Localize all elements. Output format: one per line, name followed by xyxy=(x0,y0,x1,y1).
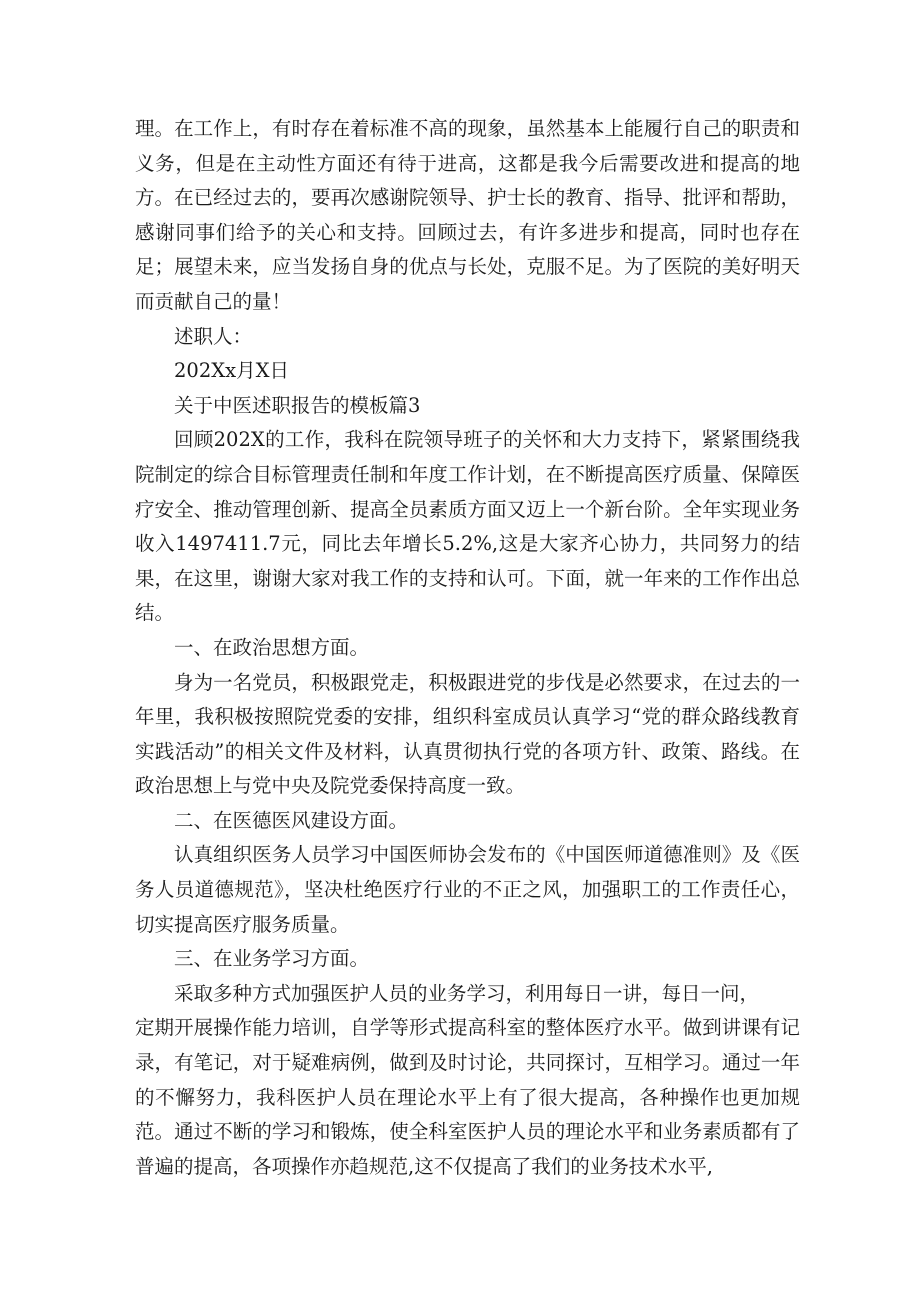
heading-political: 一、在政治思想方面。 xyxy=(174,635,370,659)
heading-study: 三、在业务学习方面。 xyxy=(174,947,370,971)
paragraph-review: 回顾202X的工作，我科在院领导班子的关怀和大力支持下，紧紧围绕我院制定的综合目标管理责任制和年度工作计划，在不断提高医疗质量、保障医疗安全、推动管理创新、提高全员素质方面又迈上一个新台阶。全年实现业务收入1497411.7元，同比去年增长5.2%,这是大家齐心协力，共同努力的结果，在这里，谢谢大家对我工作的支持和认可。下面，就一年来的工作作出总结。 xyxy=(135,428,800,625)
paragraph-study-intro: 采取多种方式加强医护人员的业务学习，利用每日一讲，每日一问， xyxy=(174,981,760,1005)
paragraph-study-body: 定期开展操作能力培训，自学等形式提高科室的整体医疗水平。做到讲课有记录，有笔记，对于疑难病例，做到及时讨论，共同探讨，互相学习。通过一年的不懈努力，我科医护人员在理论水平上有了很大提高，各种操作也更加规范。通过不断的学习和锻炼，使全科室医护人员的理论水平和业务素质都有了普遍的提高，各项操作亦趋规范,这不仅提高了我们的业务技术水平, xyxy=(135,1016,800,1178)
section-title: 关于中医述职报告的模板篇3 xyxy=(174,393,421,417)
paragraph-ethics: 认真组织医务人员学习中国医师协会发布的《中国医师道德准则》及《医务人员道德规范》，坚决杜绝医疗行业的不正之风，加强职工的工作责任心，切实提高医疗服务质量。 xyxy=(135,843,800,936)
document-body xyxy=(135,112,800,1184)
heading-ethics: 二、在医德医风建设方面。 xyxy=(174,808,409,832)
paragraph-closing-summary: 理。在工作上，有时存在着标准不高的现象，虽然基本上能履行自己的职责和义务，但是在主动性方面还有待于进高，这都是我今后需要改进和提高的地方。在已经过去的，要再次感谢院领导、护士长的教育、指导、批评和帮助，感谢同事们给予的关心和支持。回顾过去，有许多进步和提高，同时也存在足；展望未来，应当发扬自身的优点与长处，克服不足。为了医院的美好明天而贡献自己的量！ xyxy=(135,117,800,313)
paragraph-political: 身为一名党员，积极跟党走，积极跟进党的步伐是必然要求，在过去的一年里，我积极按照院党委的安排，组织科室成员认真学习“党的群众路线教育实践活动”的相关文件及材料，认真贯彻执行党的各项方针、政策、路线。在政治思想上与党中央及院党委保持高度一致。 xyxy=(135,670,800,798)
signature-label: 述职人： xyxy=(174,324,253,348)
signature-date: 202Xx月X日 xyxy=(174,359,289,383)
